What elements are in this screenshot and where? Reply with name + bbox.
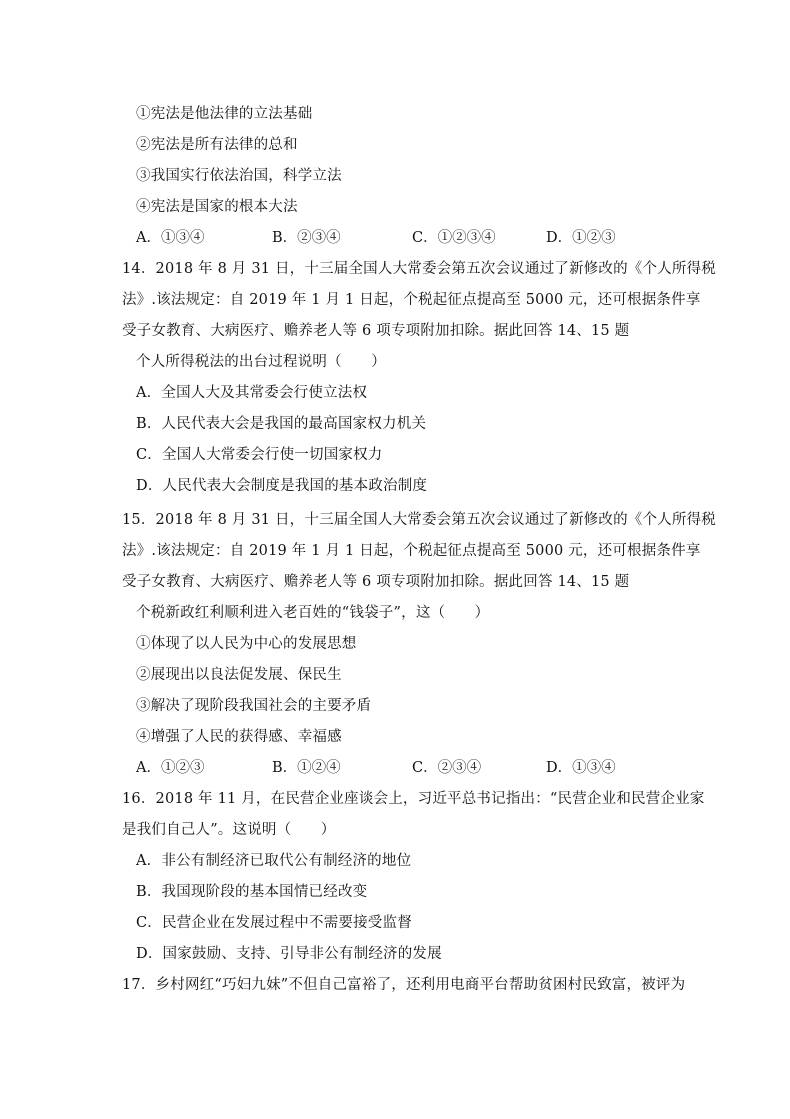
q15-statement-4: ④增强了人民的获得感、幸福感 xyxy=(136,729,342,745)
q15-option-d: D．①③④ xyxy=(546,760,616,776)
q15-statement-3: ③解决了现阶段我国社会的主要矛盾 xyxy=(136,698,372,714)
q13-option-d: D．①②③ xyxy=(546,230,616,246)
q14-option-d: D．人民代表大会制度是我国的基本政治制度 xyxy=(136,478,428,494)
q13-statement-3: ③我国实行依法治国，科学立法 xyxy=(136,168,342,184)
q15-option-a: A．①②③ xyxy=(136,760,205,776)
q13-statement-1: ①宪法是他法律的立法基础 xyxy=(136,106,313,122)
q15-stem-line-1: 15．2018 年 8 月 31 日，十三届全国人大常委会第五次会议通过了新修改的《个人所得税 xyxy=(122,512,716,528)
q13-option-a: A．①③④ xyxy=(136,230,205,246)
q16-stem-line-1: 16．2018 年 11 月，在民营企业座谈会上，习近平总书记指出：“民营企业和民营企业家 xyxy=(122,791,705,807)
q14-question: 个人所得税法的出台过程说明（ ） xyxy=(136,354,386,370)
q16-option-c: C．民营企业在发展过程中不需要接受监督 xyxy=(136,915,412,931)
q14-stem-line-2: 法》.该法规定：自 2019 年 1 月 1 日起，个税起征点提高至 5000 元，还可根据条件享 xyxy=(122,292,701,308)
q17-stem-line-1: 17．乡村网红“巧妇九妹”不但自己富裕了，还利用电商平台帮助贫困村民致富，被评为 xyxy=(122,977,686,993)
q15-option-b: B．①②④ xyxy=(272,760,341,776)
q13-option-b: B．②③④ xyxy=(272,230,341,246)
q14-option-b: B．人民代表大会是我国的最高国家权力机关 xyxy=(136,416,427,432)
q13-statement-2: ②宪法是所有法律的总和 xyxy=(136,137,298,153)
q16-option-a: A．非公有制经济已取代公有制经济的地位 xyxy=(136,853,412,869)
q16-option-b: B．我国现阶段的基本国情已经改变 xyxy=(136,884,368,900)
q14-option-c: C．全国人大常委会行使一切国家权力 xyxy=(136,447,383,463)
q14-option-a: A．全国人大及其常委会行使立法权 xyxy=(136,385,368,401)
q15-statement-2: ②展现出以良法促发展、保民生 xyxy=(136,667,342,683)
q14-stem-line-3: 受子女教育、大病医疗、赡养老人等 6 项专项附加扣除。据此回答 14、15 题 xyxy=(122,323,630,339)
q13-option-c: C．①②③④ xyxy=(412,230,496,246)
q15-statement-1: ①体现了以人民为中心的发展思想 xyxy=(136,636,357,652)
q15-stem-line-3: 受子女教育、大病医疗、赡养老人等 6 项专项附加扣除。据此回答 14、15 题 xyxy=(122,574,630,590)
q16-stem-line-2: 是我们自己人”。这说明（ ） xyxy=(122,822,336,838)
q14-stem-line-1: 14．2018 年 8 月 31 日，十三届全国人大常委会第五次会议通过了新修改的《个人所得税 xyxy=(122,261,716,277)
q15-stem-line-2: 法》.该法规定：自 2019 年 1 月 1 日起，个税起征点提高至 5000 元，还可根据条件享 xyxy=(122,543,701,559)
q15-option-c: C．②③④ xyxy=(412,760,482,776)
q13-statement-4: ④宪法是国家的根本大法 xyxy=(136,199,298,215)
q15-question: 个税新政红利顺利进入老百姓的“钱袋子”，这（ ） xyxy=(136,605,490,621)
q16-option-d: D．国家鼓励、支持、引导非公有制经济的发展 xyxy=(136,946,442,962)
